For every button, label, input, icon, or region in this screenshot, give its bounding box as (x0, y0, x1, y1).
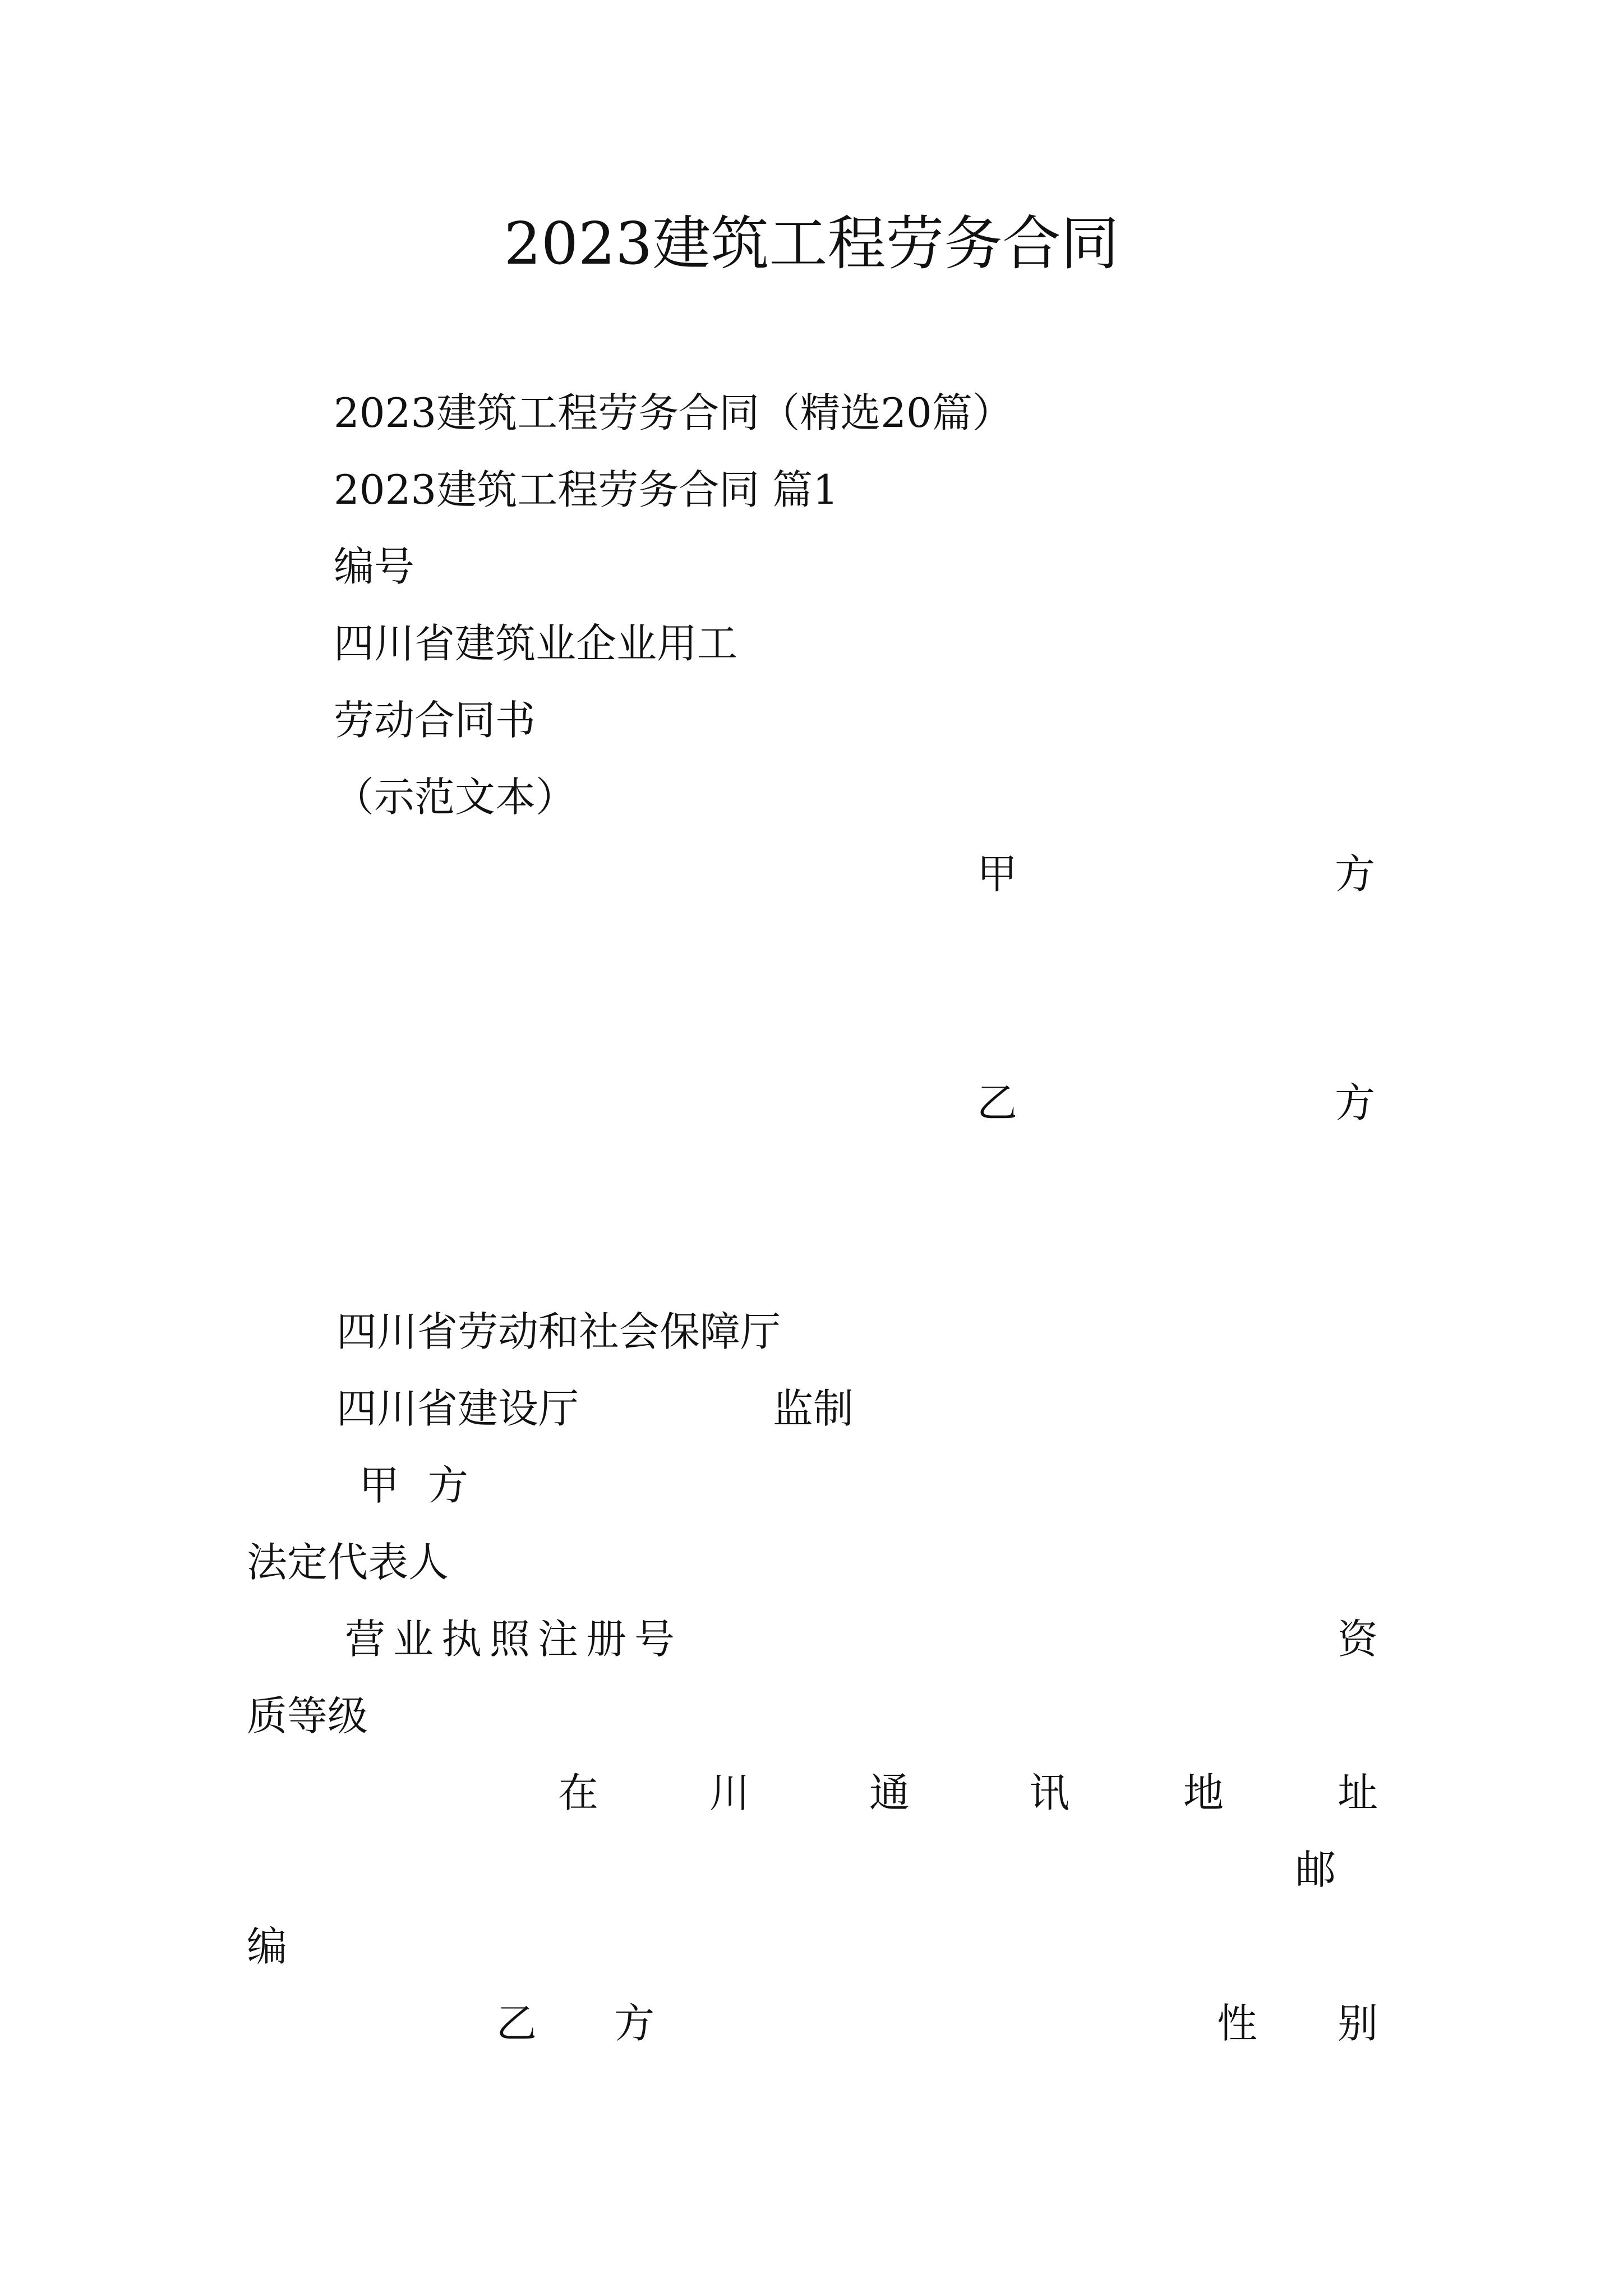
gender-label-char2: 别 (1338, 2000, 1378, 2047)
supervisor-construction-line: 四川省建设厅 (336, 1385, 579, 1432)
postcode-label-part2: 编 (247, 1923, 288, 1970)
party-b-cover-left: 乙 (977, 1079, 1018, 1126)
party-a-label: 甲 方 (359, 1462, 476, 1509)
qualification-label-part1: 资 (1338, 1616, 1378, 1663)
document-title: 2023建筑工程劳务合同 (504, 209, 1119, 278)
subtitle-line: 2023建筑工程劳务合同（精选20篇） (334, 389, 1013, 436)
party-b-label-char2: 方 (614, 2000, 655, 2047)
org-title-line1: 四川省建筑业企业用工 (334, 620, 738, 667)
address-label-char4: 讯 (1029, 1769, 1070, 1816)
party-b-label-char1: 乙 (496, 2000, 537, 2047)
address-label-char6: 址 (1338, 1769, 1378, 1816)
supervisor-ministry-line: 四川省劳动和社会保障厅 (336, 1308, 781, 1355)
chapter-heading: 2023建筑工程劳务合同 篇1 (334, 466, 838, 513)
address-label-char3: 通 (869, 1769, 910, 1816)
address-label-char1: 在 (558, 1769, 599, 1816)
org-title-line2: 劳动合同书 (334, 697, 536, 744)
license-number-label: 营业执照注册号 (345, 1616, 683, 1663)
gender-label-char1: 性 (1217, 2000, 1258, 2047)
serial-label: 编号 (334, 543, 415, 590)
supervised-label: 监制 (773, 1385, 854, 1432)
postcode-label-part1: 邮 (1295, 1846, 1336, 1893)
legal-rep-label: 法定代表人 (247, 1539, 449, 1586)
party-a-cover-right: 方 (1335, 850, 1376, 898)
sample-text-label: （示范文本） (334, 774, 577, 821)
address-label-char2: 川 (709, 1769, 750, 1816)
address-label-char5: 地 (1183, 1769, 1224, 1816)
qualification-label-part2: 质等级 (247, 1692, 368, 1740)
party-b-cover-right: 方 (1335, 1079, 1376, 1126)
party-a-cover-left: 甲 (977, 850, 1018, 898)
